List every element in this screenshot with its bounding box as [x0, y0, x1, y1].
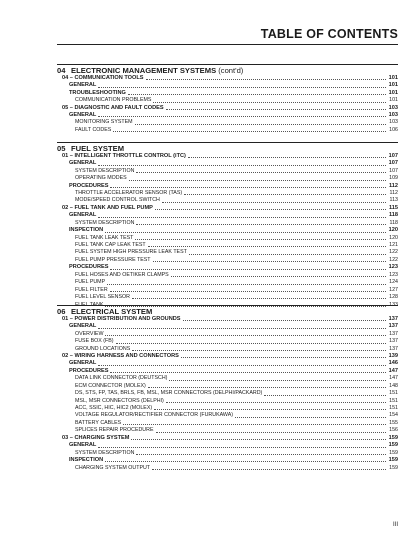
toc-entry[interactable] — [62, 205, 398, 212]
toc-entry[interactable] — [62, 434, 398, 441]
toc-entry[interactable] — [75, 405, 398, 412]
toc-entry[interactable] — [75, 330, 398, 337]
toc-entry-label: CHARGING SYSTEM OUTPUT — [75, 464, 151, 471]
toc-entry-label: PROCEDURES — [69, 264, 109, 271]
toc-entry-page: 151 — [389, 397, 398, 404]
toc-entry-page: 159 — [389, 464, 398, 471]
leader-dots — [181, 357, 386, 358]
toc-entry-label: FUEL HOSES AND OETIKER CLAMPS — [75, 271, 169, 278]
toc-entry[interactable] — [62, 316, 398, 323]
leader-dots — [184, 194, 386, 195]
toc-entry[interactable] — [75, 338, 398, 345]
section-header — [57, 305, 398, 316]
leader-dots — [110, 291, 386, 292]
toc-entry[interactable] — [69, 89, 398, 96]
leader-dots — [153, 261, 386, 262]
toc-entry-label: MODE/SPEED CONTROL SWITCH — [75, 197, 160, 204]
leader-dots — [183, 320, 386, 321]
leader-dots — [132, 350, 386, 351]
toc-entry-page: 109 — [389, 175, 398, 182]
section-name: ELECTRICAL SYSTEM — [71, 307, 153, 316]
toc-entry-page: 101 — [388, 89, 398, 96]
leader-dots — [171, 276, 386, 277]
toc-entry-label: GROUND LOCATIONS — [75, 345, 131, 352]
leader-dots — [135, 239, 386, 240]
leader-dots — [188, 157, 386, 158]
toc-entry[interactable] — [62, 104, 398, 111]
leader-dots — [136, 172, 386, 173]
toc-entry[interactable] — [69, 82, 398, 89]
leader-dots — [189, 254, 386, 255]
toc-entry-page: 103 — [389, 119, 398, 126]
leader-dots — [148, 246, 386, 247]
toc-entry-label: FUEL TANK — [75, 301, 104, 308]
toc-entry[interactable] — [69, 323, 398, 330]
leader-dots — [98, 217, 386, 218]
toc-entry[interactable] — [69, 182, 398, 189]
section-name: ELECTRONIC MANAGEMENT SYSTEMS — [71, 66, 217, 75]
toc-entry-label: FUEL SYSTEM HIGH PRESSURE LEAK TEST — [75, 249, 187, 256]
toc-entry-page: 137 — [389, 345, 398, 352]
leader-dots — [110, 187, 386, 188]
toc-entry[interactable] — [75, 397, 398, 404]
toc-entry-page: 113 — [389, 197, 398, 204]
toc-entry-label: FAULT CODES — [75, 126, 112, 133]
toc-entry-label: FUEL TANK CAP LEAK TEST — [75, 242, 146, 249]
toc-entry-label: GENERAL — [69, 442, 97, 449]
toc-entry[interactable] — [69, 112, 398, 119]
toc-entry-page: 127 — [389, 286, 398, 293]
toc-entry-label: INSPECTION — [69, 457, 104, 464]
toc-entry-page: 103 — [388, 104, 398, 111]
toc-entry[interactable] — [75, 271, 398, 278]
toc-entry-page: 156 — [389, 427, 398, 434]
toc-entry-page: 151 — [389, 390, 398, 397]
toc-entry-label: GENERAL — [69, 360, 97, 367]
toc-entry[interactable] — [75, 294, 398, 301]
toc-entry-page: 122 — [389, 256, 398, 263]
leader-dots — [166, 109, 386, 110]
leader-dots — [128, 94, 386, 95]
section-number: 04 — [57, 66, 66, 75]
leader-dots — [153, 102, 386, 103]
toc-entry-page: 154 — [389, 412, 398, 419]
toc-entry-label: FUSE BOX (FB) — [75, 338, 114, 345]
leader-dots — [98, 328, 386, 329]
leader-dots — [148, 387, 386, 388]
toc-entry-label: SPLICES REPAIR PROCEDURE — [75, 427, 154, 434]
leader-dots — [132, 298, 386, 299]
leader-dots — [123, 424, 386, 425]
toc-entry-page: 137 — [388, 315, 398, 322]
leader-dots — [105, 335, 386, 336]
section-number: 05 — [57, 144, 66, 153]
section-divider — [57, 64, 398, 65]
toc-entry-label: GENERAL — [69, 160, 97, 167]
toc-entry-label: DATA LINK CONNECTOR (DEUTSCH) — [75, 375, 168, 382]
page-number: III — [392, 522, 398, 528]
section-name: FUEL SYSTEM — [71, 144, 125, 153]
leader-dots — [136, 224, 386, 225]
toc-entry[interactable] — [69, 227, 398, 234]
section-divider — [57, 305, 398, 306]
toc-entry[interactable] — [75, 97, 398, 104]
leader-dots — [146, 79, 386, 80]
toc-entry-page: 107 — [389, 167, 398, 174]
toc-entry-page: 148 — [389, 382, 398, 389]
toc-entry[interactable] — [62, 153, 398, 160]
toc-entry-label: FUEL PUMP — [75, 279, 106, 286]
toc-entry[interactable] — [75, 375, 398, 382]
toc-entry-label: DS, STS, FP, TAS, BRLS, FB, MSL, MSR CONNECTORS (DELPHI/PACKARD) — [75, 390, 263, 397]
toc-entry[interactable] — [75, 197, 398, 204]
toc-entry-page: 107 — [388, 160, 398, 167]
leader-dots — [98, 116, 386, 117]
toc-entry-label: GENERAL — [69, 323, 97, 330]
toc-entry-page: 120 — [388, 227, 398, 234]
leader-dots — [98, 447, 386, 448]
toc-entry-page: 122 — [389, 249, 398, 256]
leader-dots — [152, 469, 386, 470]
toc-entry[interactable] — [75, 279, 398, 286]
toc-entry-label: THROTTLE ACCELERATOR SENSOR (TAS) — [75, 190, 183, 197]
toc-entry-label: FUEL FILTER — [75, 286, 108, 293]
toc-entry-label: PROCEDURES — [69, 182, 109, 189]
leader-dots — [169, 380, 386, 381]
toc-entry[interactable] — [69, 368, 398, 375]
toc-entry-label: GENERAL — [69, 212, 97, 219]
toc-entry[interactable] — [75, 175, 398, 182]
toc-entry[interactable] — [75, 420, 398, 427]
toc-entry-label: COMMUNICATION PROBLEMS — [75, 97, 152, 104]
toc-entry-label: TROUBLESHOOTING — [69, 89, 126, 96]
toc-entry-page: 133 — [389, 301, 398, 308]
toc-entry-label: PROCEDURES — [69, 367, 109, 374]
toc-entry[interactable] — [75, 234, 398, 241]
toc-entry-label: SYSTEM DESCRIPTION — [75, 219, 135, 226]
toc-entry-label: GENERAL — [69, 112, 97, 119]
toc-entry-page: 101 — [389, 97, 398, 104]
section-number: 06 — [57, 307, 66, 316]
toc-entry-page: 159 — [388, 434, 398, 441]
toc-entry[interactable] — [62, 353, 398, 360]
toc-entry-page: 120 — [389, 234, 398, 241]
toc-entry-label: FUEL TANK LEAK TEST — [75, 234, 134, 241]
toc-entry[interactable] — [75, 427, 398, 434]
leader-dots — [154, 409, 386, 410]
toc-entry[interactable] — [75, 390, 398, 397]
toc-entry[interactable] — [75, 345, 398, 352]
toc-entry-page: 137 — [389, 330, 398, 337]
toc-entry-label: ECM CONNECTOR (MOLEX) — [75, 382, 146, 389]
toc-entry-label: VOLTAGE REGULATOR/RECTIFIER CONNECTOR (FURUKAWA) — [75, 412, 234, 419]
leader-dots — [113, 131, 386, 132]
toc-entry-page: 159 — [388, 442, 398, 449]
leader-dots — [135, 124, 386, 125]
toc-entry-page: 128 — [389, 294, 398, 301]
title-divider — [57, 44, 398, 45]
leader-dots — [162, 202, 386, 203]
toc-entry-page: 101 — [388, 82, 398, 89]
toc-entry-label: BATTERY CABLES — [75, 419, 122, 426]
toc-entry-label: INSPECTION — [69, 227, 104, 234]
toc-entry-label: FUEL PUMP PRESSURE TEST — [75, 256, 151, 263]
toc-entry[interactable] — [75, 249, 398, 256]
leader-dots — [107, 284, 386, 285]
toc-entry[interactable] — [69, 457, 398, 464]
toc-entry[interactable] — [69, 360, 398, 367]
toc-entry-page: 107 — [388, 152, 398, 159]
toc-entry-page: 123 — [388, 264, 398, 271]
toc-entry[interactable] — [69, 264, 398, 271]
toc-entry-page: 121 — [389, 242, 398, 249]
toc-entry-page: 137 — [389, 338, 398, 345]
toc-entry-page: 101 — [388, 74, 398, 81]
toc-entry-label: 02 – WIRING HARNESS AND CONNECTORS — [62, 353, 179, 360]
toc-entry-page: 112 — [388, 182, 398, 189]
toc-entry-page: 159 — [388, 457, 398, 464]
toc-entry[interactable] — [62, 75, 398, 82]
leader-dots — [166, 402, 386, 403]
leader-dots — [131, 439, 386, 440]
toc-entry[interactable] — [75, 412, 398, 419]
toc-entry-page: 139 — [388, 353, 398, 360]
toc-entry[interactable] — [75, 286, 398, 293]
leader-dots — [136, 454, 386, 455]
toc-entry-page: 103 — [388, 112, 398, 119]
toc-entry-page: 123 — [389, 271, 398, 278]
toc-entry-label: FUEL LEVEL SENSOR — [75, 294, 130, 301]
toc-entry-page: 137 — [388, 323, 398, 330]
toc-entry[interactable] — [69, 160, 398, 167]
section-divider — [57, 142, 398, 143]
toc-entry-page: 118 — [388, 212, 398, 219]
leader-dots — [155, 209, 386, 210]
leader-dots — [129, 180, 386, 181]
toc-entry-page: 146 — [388, 360, 398, 367]
toc-entry-label: 03 – CHARGING SYSTEM — [62, 434, 130, 441]
toc-entry[interactable] — [69, 442, 398, 449]
toc-entry[interactable] — [75, 382, 398, 389]
toc-entry[interactable] — [75, 464, 398, 471]
toc-entry-page: 147 — [389, 375, 398, 382]
leader-dots — [105, 232, 386, 233]
toc-entry-label: MONITORING SYSTEM — [75, 119, 133, 126]
toc-entry-page: 147 — [388, 367, 398, 374]
section-header — [57, 142, 398, 153]
leader-dots — [116, 343, 386, 344]
toc-entry[interactable] — [75, 119, 398, 126]
toc-entry-page: 155 — [389, 419, 398, 426]
toc-entry[interactable] — [75, 167, 398, 174]
toc-entry-label: 01 – INTELLIGENT THROTTLE CONTROL (iTC) — [62, 152, 186, 159]
toc-entry-label: MSL, MSR CONNECTORS (DELPHI) — [75, 397, 164, 404]
toc-entry[interactable] — [75, 190, 398, 197]
toc-entry[interactable] — [75, 219, 398, 226]
toc-entry-label: OVERVIEW — [75, 330, 104, 337]
toc-entry-page: 124 — [389, 279, 398, 286]
toc-entry-page: 106 — [389, 126, 398, 133]
leader-dots — [264, 395, 386, 396]
toc-entry-label: SYSTEM DESCRIPTION — [75, 449, 135, 456]
toc-entry-label: 01 – POWER DISTRIBUTION AND GROUNDS — [62, 315, 181, 322]
toc-entry[interactable] — [75, 257, 398, 264]
toc-entry[interactable] — [75, 449, 398, 456]
leader-dots — [105, 461, 386, 462]
toc-entry-label: OPERATING MODES — [75, 175, 127, 182]
toc-entry-label: 04 – COMMUNICATION TOOLS — [62, 74, 144, 81]
toc-entry[interactable] — [69, 212, 398, 219]
leader-dots — [110, 269, 386, 270]
toc-entry-page: 151 — [389, 405, 398, 412]
leader-dots — [98, 165, 386, 166]
section-continued: (cont'd) — [216, 66, 244, 75]
toc-entry-page: 112 — [389, 190, 398, 197]
leader-dots — [235, 417, 386, 418]
toc-entry-label: 05 – DIAGNOSTIC AND FAULT CODES — [62, 104, 164, 111]
toc-entry-page: 159 — [389, 449, 398, 456]
toc-entry-label: SYSTEM DESCRIPTION — [75, 167, 135, 174]
toc-entry-label: 02 – FUEL TANK AND FUEL PUMP — [62, 204, 153, 211]
toc-entry-label: ACC, SSIC, HIC, HIC2 (MOLEX) — [75, 405, 153, 412]
toc-entry[interactable] — [75, 127, 398, 134]
leader-dots — [156, 432, 387, 433]
section-header — [57, 64, 398, 75]
toc-entry[interactable] — [75, 242, 398, 249]
leader-dots — [98, 365, 386, 366]
toc-entry-label: GENERAL — [69, 82, 97, 89]
leader-dots — [98, 87, 386, 88]
leader-dots — [110, 372, 386, 373]
page-title: TABLE OF CONTENTS — [260, 27, 398, 41]
toc-entry-page: 115 — [388, 204, 398, 211]
toc-entry-page: 118 — [389, 219, 398, 226]
